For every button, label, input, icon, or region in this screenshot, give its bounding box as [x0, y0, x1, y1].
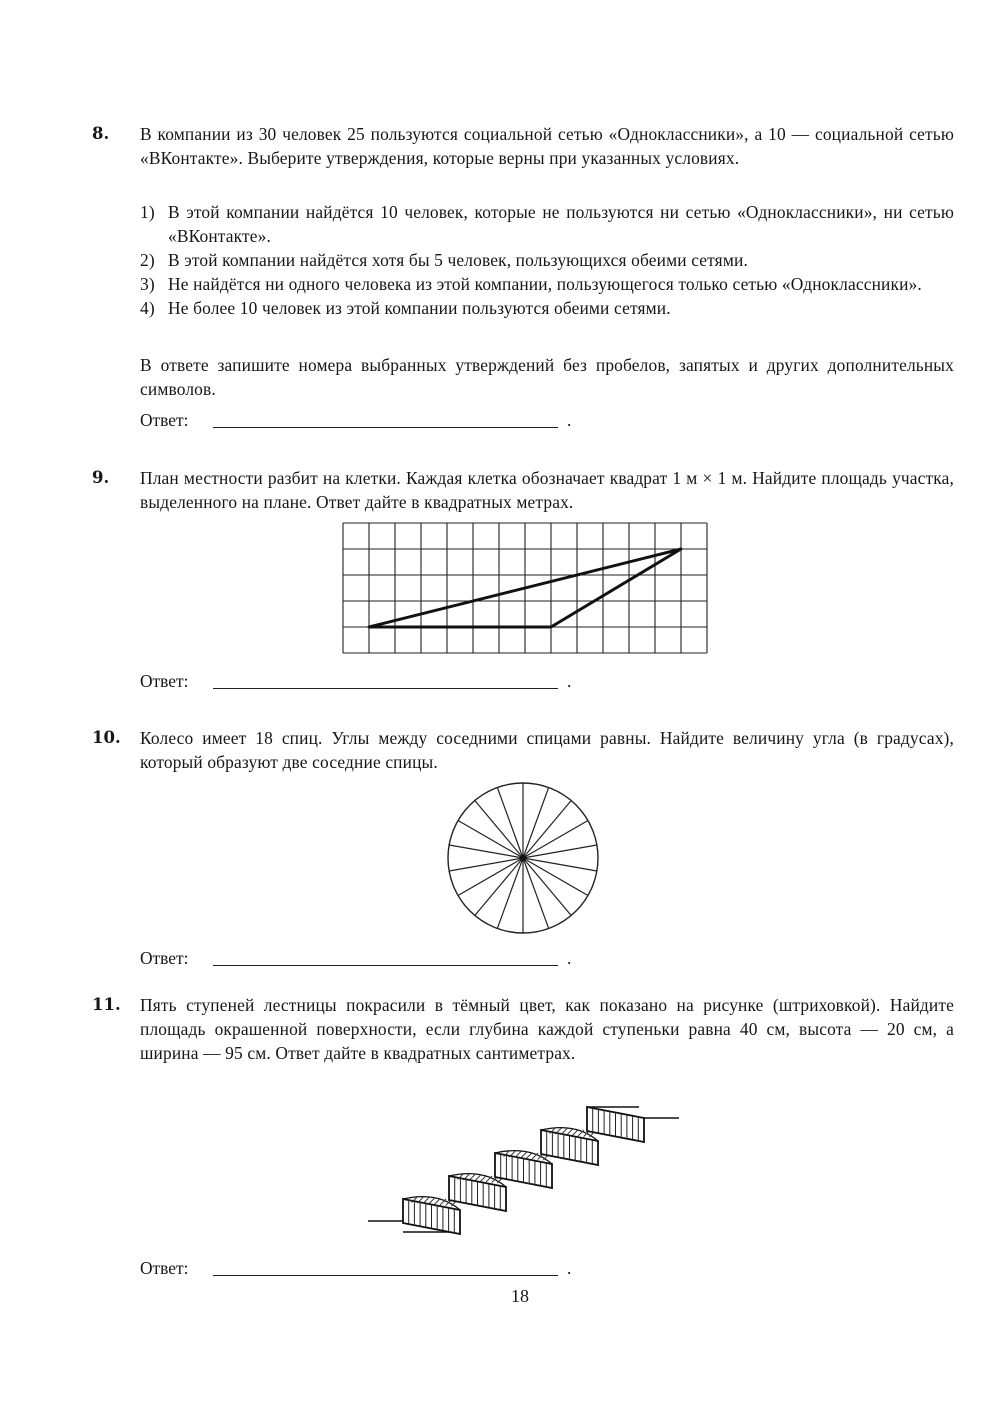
tread-hatch	[567, 1129, 573, 1135]
grid-plan-figure	[340, 520, 710, 660]
answer-line[interactable]	[213, 1275, 558, 1276]
tread-hatch	[429, 1198, 435, 1204]
wheel-hub	[520, 855, 526, 861]
answer-label: Ответ:	[140, 410, 189, 430]
task-text: Пять ступеней лестницы покрасили в тёмный цвет, как показано на рисунке (штриховкой). Найдите площадь окрашенной поверхности, если глубина каждой ступеньки равна 40 см, высота — 20 см, а ширина — 95 см. Ответ дайте в квадратных сантиметрах.	[140, 995, 954, 1063]
option-text: В этой компании найдётся 10 человек, которые не пользуются ни сетью «Одноклассники», ни сетью «ВКонтакте».	[168, 202, 954, 246]
answer-label: Ответ:	[140, 671, 189, 691]
option-number: 4)	[140, 298, 155, 318]
answer-label: Ответ:	[140, 1258, 189, 1278]
wheel-spoke	[523, 801, 571, 858]
wheel-spoke	[497, 858, 523, 928]
option-item	[140, 272, 954, 296]
wheel-spoke	[523, 788, 549, 858]
tread-hatch	[475, 1175, 481, 1181]
tread-hatch	[480, 1176, 486, 1182]
task-text: План местности разбит на клетки. Каждая клетка обозначает квадрат 1 м × 1 м. Найдите площадь участка, выделенного на плане. Ответ дайте в квадратных метрах.	[140, 468, 954, 512]
answer-field[interactable]: Ответ: .	[140, 1258, 572, 1278]
wheel-figure	[443, 780, 603, 940]
answer-field[interactable]: Ответ: .	[140, 948, 572, 968]
tread-hatch	[526, 1153, 532, 1159]
task-text: Колесо имеет 18 спиц. Углы между соседними спицами равны. Найдите величину угла (в градусах), который образуют две соседние спицы.	[140, 728, 954, 772]
stairs-figure	[360, 1095, 690, 1245]
task-instruction: В ответе запишите номера выбранных утверждений без пробелов, запятых и других дополнительных символов.	[140, 355, 954, 399]
tread-hatch	[572, 1130, 578, 1136]
answer-label: Ответ:	[140, 948, 189, 968]
task-number: 11.	[92, 995, 121, 1014]
task-text	[140, 122, 954, 170]
option-number: 1)	[140, 202, 155, 222]
option-item	[140, 200, 954, 248]
option-item	[140, 296, 954, 320]
task-intro: В компании из 30 человек 25 пользуются социальной сетью «Одноклассники», а 10 — социальной сетью «ВКонтакте». Выберите утверждения, которые верны при указанных условиях.	[140, 124, 954, 168]
wheel-spoke	[475, 801, 523, 858]
answer-field[interactable]: Ответ: .	[140, 410, 572, 430]
option-number: 2)	[140, 250, 155, 270]
wheel-spoke	[475, 858, 523, 915]
tread-hatch	[434, 1199, 440, 1205]
tread-hatch	[521, 1152, 527, 1158]
option-list	[140, 200, 954, 320]
option-item	[140, 248, 954, 272]
task-number: 9.	[92, 468, 110, 487]
wheel-spoke	[497, 788, 523, 858]
option-text: Не найдётся ни одного человека из этой компании, пользующегося только сетью «Одноклассники».	[168, 274, 922, 294]
answer-line[interactable]	[213, 965, 558, 966]
answer-line[interactable]	[213, 427, 558, 428]
option-text: В этой компании найдётся хотя бы 5 человек, пользующихся обеими сетями.	[168, 250, 748, 270]
wheel-spoke	[523, 858, 549, 928]
page-number: 18	[511, 1286, 529, 1306]
answer-line[interactable]	[213, 688, 558, 689]
answer-field[interactable]: Ответ: .	[140, 671, 572, 691]
option-text: Не более 10 человек из этой компании пользуются обеими сетями.	[168, 298, 671, 318]
task-number: 10.	[92, 728, 121, 747]
option-number: 3)	[140, 274, 155, 294]
wheel-spoke	[523, 858, 571, 915]
task-number: 8.	[92, 124, 110, 143]
